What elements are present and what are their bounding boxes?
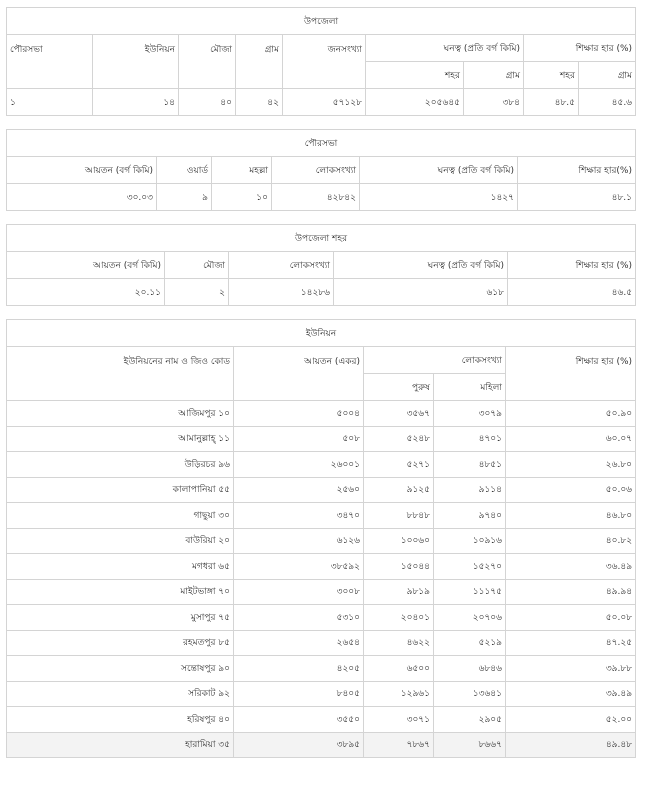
cell-area: ২৫৬০ (234, 477, 364, 503)
cell-union-name: হরিষপুর ৪০ (7, 707, 234, 733)
header-literacy: শিক্ষার হার (%) (524, 35, 636, 62)
cell-area: ৫০৮ (234, 426, 364, 452)
cell-male: ৪৬২২ (364, 630, 434, 656)
cell-area: ২০.১১ (7, 279, 165, 306)
header-union-name: ইউনিয়নের নাম ও জিও কোড (7, 347, 234, 401)
upazila-title: উপজেলা (7, 8, 636, 35)
cell-union-name: বাউরিয়া ২০ (7, 528, 234, 554)
cell-area: ৫০০৪ (234, 401, 364, 427)
cell-female: ২০৭০৬ (434, 605, 506, 631)
header-mouza: মৌজা (179, 35, 236, 89)
cell-male: ২০৪০১ (364, 605, 434, 631)
cell-literacy: ৫২.০০ (506, 707, 636, 733)
table-row (7, 426, 636, 452)
cell-male: ৯৮১৯ (364, 579, 434, 605)
cell-union-name: উড়িরচর ৯৬ (7, 452, 234, 478)
cell-literacy: ৩৬.৪৯ (506, 554, 636, 580)
cell-union-name: আজিমপুর ১০ (7, 401, 234, 427)
cell-density-rural: ৩৮৪ (464, 89, 524, 116)
cell-literacy: ৪৭.২৫ (506, 630, 636, 656)
cell-area: ৪২০৫ (234, 656, 364, 682)
header-population: লোকসংখ্যা (229, 252, 334, 279)
cell-female: ৪৮৫১ (434, 452, 506, 478)
upazila-town-table (6, 224, 636, 306)
cell-male: ৮৮৪৮ (364, 503, 434, 529)
cell-union: ১৪ (93, 89, 179, 116)
header-mouza: মৌজা (165, 252, 229, 279)
table-row (7, 707, 636, 733)
union-rows (7, 401, 636, 758)
cell-area: ২৬০০১ (234, 452, 364, 478)
cell-female: ১৫২৭০ (434, 554, 506, 580)
cell-union-name: কালাপানিয়া ৫৫ (7, 477, 234, 503)
union-table (6, 319, 636, 758)
header-area: আয়তন (বর্গ কিমি) (7, 252, 165, 279)
table-row (7, 503, 636, 529)
cell-mahalla: ১০ (212, 184, 272, 211)
cell-area: ৩৮৫৯২ (234, 554, 364, 580)
cell-male: ৬৫০০ (364, 656, 434, 682)
header-literacy: শিক্ষার হার(%) (518, 157, 636, 184)
header-village: গ্রাম (236, 35, 283, 89)
cell-literacy: ৪৮.১ (518, 184, 636, 211)
cell-literacy-urban: ৪৮.৫ (524, 89, 579, 116)
header-density: ঘনত্ব (প্রতি বর্গ কিমি) (366, 35, 524, 62)
cell-area: ৩৪৭০ (234, 503, 364, 529)
cell-union-name: মগধরা ৬৫ (7, 554, 234, 580)
cell-population: ১৪২৮৬ (229, 279, 334, 306)
table-row (7, 681, 636, 707)
cell-area: ৩০.০৩ (7, 184, 157, 211)
upazila-table (6, 7, 636, 116)
table-row (7, 452, 636, 478)
table-row (7, 554, 636, 580)
cell-literacy: ৩৯.৮৮ (506, 656, 636, 682)
cell-literacy-rural: ৪৫.৬ (579, 89, 636, 116)
cell-female: ৫২১৯ (434, 630, 506, 656)
cell-union-name: মুসাপুর ৭৫ (7, 605, 234, 631)
cell-male: ১২৯৬১ (364, 681, 434, 707)
header-density-urban: শহর (366, 62, 464, 89)
table-row (7, 605, 636, 631)
header-literacy: শিক্ষার হার (%) (508, 252, 636, 279)
cell-male: ৫২৪৮ (364, 426, 434, 452)
cell-area: ২৬৫৪ (234, 630, 364, 656)
table-row (7, 279, 636, 306)
cell-female: ৯১১৪ (434, 477, 506, 503)
header-female: মহিলা (434, 374, 506, 401)
header-density-rural: গ্রাম (464, 62, 524, 89)
cell-literacy: ৫০.৯০ (506, 401, 636, 427)
cell-density: ১৪২৭ (360, 184, 518, 211)
cell-female: ১১১৭৫ (434, 579, 506, 605)
cell-male: ১৫০৪৪ (364, 554, 434, 580)
cell-literacy: ৪০.৮২ (506, 528, 636, 554)
header-density: ঘনত্ব (প্রতি বর্গ কিমি) (360, 157, 518, 184)
table-row (7, 528, 636, 554)
cell-literacy: ৪৬.৮০ (506, 503, 636, 529)
pourashava-title: পৌরসভা (7, 130, 636, 157)
cell-union-name: আমানুল্লাহ্ ১১ (7, 426, 234, 452)
union-title: ইউনিয়ন (7, 320, 636, 347)
cell-union-name: হারামিয়া ৩৫ (7, 732, 234, 758)
header-literacy-rural: গ্রাম (579, 62, 636, 89)
cell-male: ৩০৭১ (364, 707, 434, 733)
cell-density-urban: ২০৫৬৪৫ (366, 89, 464, 116)
cell-union-name: মাইটভাঙ্গা ৭০ (7, 579, 234, 605)
cell-female: ৯৭৪০ (434, 503, 506, 529)
table-row (7, 630, 636, 656)
header-population: জনসংখ্যা (283, 35, 366, 89)
table-row (7, 656, 636, 682)
cell-male: ৩৫৬৭ (364, 401, 434, 427)
cell-area: ৬১২৬ (234, 528, 364, 554)
cell-population: ৫৭১২৮ (283, 89, 366, 116)
cell-literacy: ৬০.০৭ (506, 426, 636, 452)
header-density: ঘনত্ব (প্রতি বর্গ কিমি) (334, 252, 508, 279)
cell-mouza: ২ (165, 279, 229, 306)
header-male: পুরুষ (364, 374, 434, 401)
header-population: লোকসংখ্যা (272, 157, 360, 184)
cell-population: ৪২৮৪২ (272, 184, 360, 211)
cell-village: ৪২ (236, 89, 283, 116)
cell-literacy: ৪৬.৫ (508, 279, 636, 306)
cell-area: ৩০০৮ (234, 579, 364, 605)
header-union: ইউনিয়ন (93, 35, 179, 89)
cell-mouza: ৪০ (179, 89, 236, 116)
cell-municipality: ১ (7, 89, 93, 116)
pourashava-table (6, 129, 636, 211)
cell-female: ২৯০৫ (434, 707, 506, 733)
cell-area: ৩৮৯৫ (234, 732, 364, 758)
header-literacy: শিক্ষার হার (%) (506, 347, 636, 401)
cell-literacy: ৪৯.৯৪ (506, 579, 636, 605)
header-literacy-urban: শহর (524, 62, 579, 89)
cell-union-name: গাছুয়া ৩০ (7, 503, 234, 529)
cell-ward: ৯ (157, 184, 212, 211)
cell-union-name: রহমতপুর ৮৫ (7, 630, 234, 656)
table-row (7, 184, 636, 211)
cell-union-name: সরিকাট ৯২ (7, 681, 234, 707)
header-area: আয়তন (বর্গ কিমি) (7, 157, 157, 184)
cell-female: ১৩৬৪১ (434, 681, 506, 707)
cell-literacy: ৫০.০৮ (506, 605, 636, 631)
cell-literacy: ৫০.০৬ (506, 477, 636, 503)
cell-area: ৫৩১০ (234, 605, 364, 631)
header-municipality: পৌরসভা (7, 35, 93, 89)
cell-male: ১০০৬০ (364, 528, 434, 554)
cell-female: ৪৭০১ (434, 426, 506, 452)
cell-female: ৬৮৪৬ (434, 656, 506, 682)
cell-female: ৩০৭৯ (434, 401, 506, 427)
table-row (7, 579, 636, 605)
cell-literacy: ৪৯.৪৮ (506, 732, 636, 758)
cell-area: ৩৫৫০ (234, 707, 364, 733)
cell-female: ১০৯১৬ (434, 528, 506, 554)
header-ward: ওয়ার্ড (157, 157, 212, 184)
cell-literacy: ২৬.৮০ (506, 452, 636, 478)
cell-female: ৮৬৬৭ (434, 732, 506, 758)
table-row (7, 401, 636, 427)
upazila-town-title: উপজেলা শহর (7, 225, 636, 252)
cell-density: ৬১৮ (334, 279, 508, 306)
cell-male: ৯১২৫ (364, 477, 434, 503)
cell-male: ৭৮৬৭ (364, 732, 434, 758)
cell-male: ৫২৭১ (364, 452, 434, 478)
cell-area: ৮৪০৫ (234, 681, 364, 707)
cell-union-name: সন্তোষপুর ৯০ (7, 656, 234, 682)
header-area: আয়তন (একর) (234, 347, 364, 401)
table-row (7, 89, 636, 116)
table-row (7, 477, 636, 503)
cell-literacy: ৩৯.৪৯ (506, 681, 636, 707)
header-mahalla: মহল্লা (212, 157, 272, 184)
table-row (7, 732, 636, 758)
header-population: লোকসংখ্যা (364, 347, 506, 374)
